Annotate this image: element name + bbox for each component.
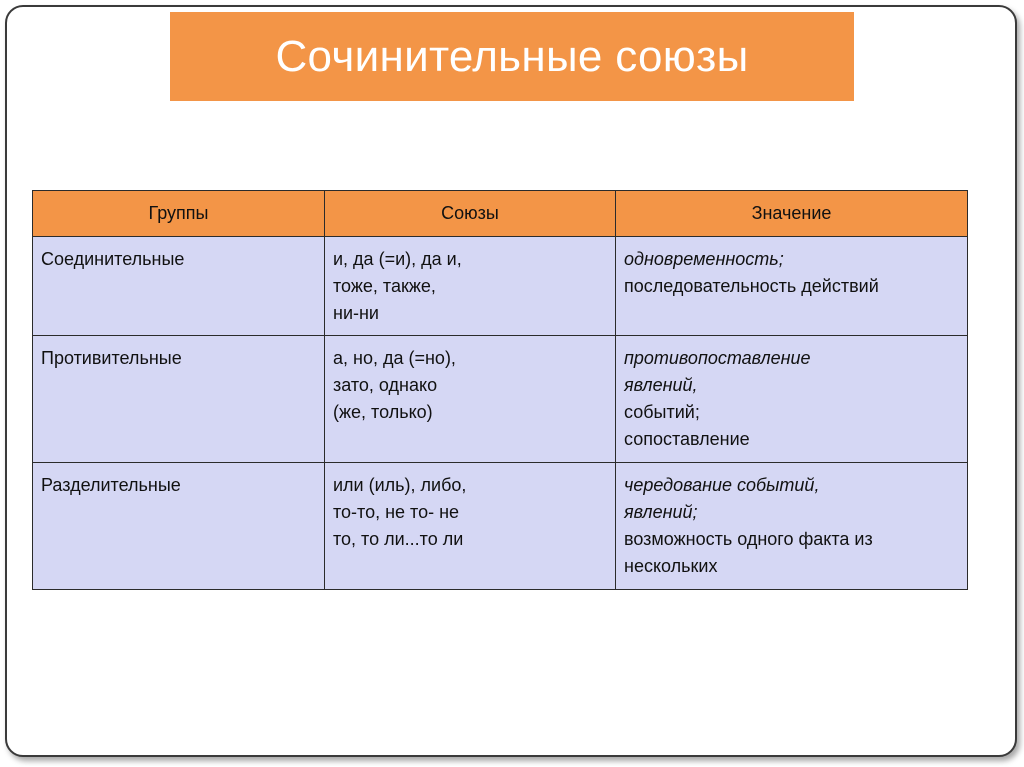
meaning-line-italic: противопоставление <box>624 348 811 368</box>
title-bar <box>170 12 854 101</box>
meaning-line-italic: одновременность; <box>624 249 784 269</box>
conjunction-line: и, да (=и), да и, <box>333 249 462 269</box>
group-cell: Противительные <box>33 336 325 463</box>
meaning-line: нескольких <box>624 556 718 576</box>
meaning-line: сопоставление <box>624 429 750 449</box>
conjunction-line: тоже, также, <box>333 276 436 296</box>
conjunction-line: то, то ли...то ли <box>333 529 464 549</box>
conjunction-line: а, но, да (=но), <box>333 348 456 368</box>
conjunctions-cell <box>325 237 616 336</box>
meaning-line-italic: чередование событий, <box>624 475 820 495</box>
meaning-line: возможность одного факта из <box>624 529 873 549</box>
meaning-cell <box>616 336 968 463</box>
group-cell: Соединительные <box>33 237 325 336</box>
table-row <box>33 336 968 463</box>
table-row <box>33 463 968 590</box>
conjunction-line: то-то, не то- не <box>333 502 460 522</box>
conjunctions-table <box>32 190 968 590</box>
meaning-line: событий; <box>624 402 700 422</box>
conjunction-line: или (иль), либо, <box>333 475 467 495</box>
header-meaning: Значение <box>616 191 968 237</box>
conjunctions-cell <box>325 336 616 463</box>
conjunction-line: зато, однако <box>333 375 438 395</box>
meaning-line-italic: явлений; <box>624 502 698 522</box>
meaning-line-italic: явлений, <box>624 375 698 395</box>
table-header-row <box>33 191 968 237</box>
meaning-cell <box>616 463 968 590</box>
header-groups: Группы <box>33 191 325 237</box>
conjunction-line: (же, только) <box>333 402 433 422</box>
meaning-cell <box>616 237 968 336</box>
header-conjunctions: Союзы <box>325 191 616 237</box>
conjunctions-cell <box>325 463 616 590</box>
slide-title: Сочинительные союзы <box>275 31 749 81</box>
group-cell: Разделительные <box>33 463 325 590</box>
conjunction-line: ни-ни <box>333 303 379 323</box>
table-row <box>33 237 968 336</box>
meaning-line: последовательность действий <box>624 276 879 296</box>
